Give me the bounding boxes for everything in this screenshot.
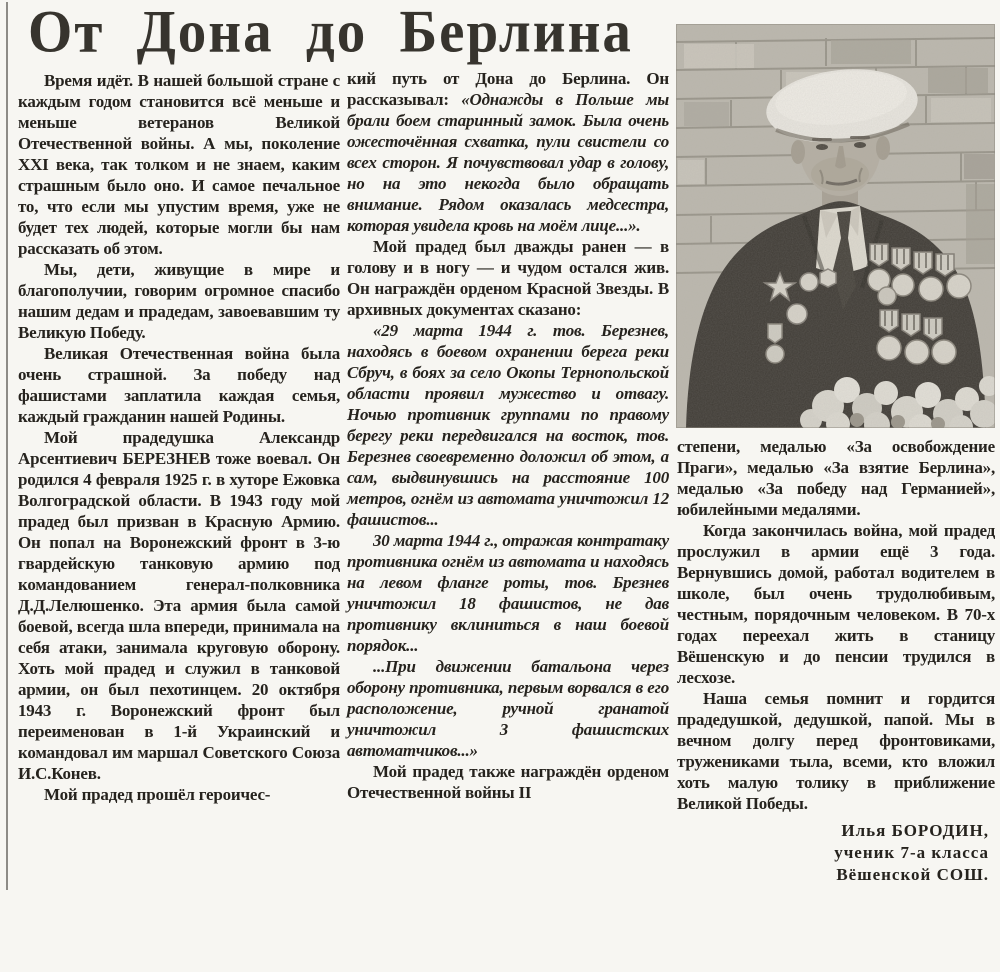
paragraph: Когда закончилась война, мой прадед прослужил в армии ещё 3 года. Вернувшись домой, работал водителем в школе, был очень трудолюбивым, честным, порядочным человеком. В 70-х годах переехал жить в станицу Вёшенскую и до пенсии трудился в лесхозе. [677,521,995,687]
text-column-2 [347,68,669,803]
archive-quote: ...При движении батальона через оборону противника, первым ворвался в его расположение, ручной гранатой уничтожил 3 фашистских автоматчиков...» [347,657,669,760]
signature-block [677,820,995,886]
paragraph: Мой прадед прошёл героичес- [44,785,271,804]
paragraph: степени, медалью «За освобождение Праги», медалью «За взятие Берлина», медалью «За победу над Германией», юбилейными медалями. [677,437,995,519]
paragraph: Наша семья помнит и гордится прадедушкой, дедушкой, папой. Мы в вечном долгу перед фронтовиками, тружениками тыла, всеми, кто вложил хоть малую толику в приближение Великой Победы. [677,689,995,813]
paragraph: Мой прадед был дважды ранен — в голову и в ногу — и чудом остался жив. Он награждён орденом Красной Звезды. В архивных документах сказано: [347,237,669,319]
left-column-rule [6,2,8,890]
signature-school: Вёшенской СОШ. [836,865,989,884]
paragraph: Мой прадед также награждён орденом Отечественной войны II [347,762,669,802]
veteran-photo-image [676,24,995,428]
paragraph: Мой прадедушка Александр Арсентиевич БЕРЕЗНЕВ тоже воевал. Он родился 4 февраля 1925 г. в хуторе Ежовка Волгоградской области. В 1943 году мой прадед был призван в Красную Армию. Он попал на Воронежский фронт в 3-ю гвардейскую танковую армию под командованием генерал-полковника Д.Д.Лелюшенко. Эта армия была самой боевой, всегда шла впереди, принимала на себя атаки, занимала круговую оборону. Хоть мой прадед и служил в танковой армии, он был пехотинцем. 20 октября 1943 г. Воронежский фронт был переименован в 1-й Украинский и командовал им маршал Советского Союза И.С.Конев. [18,428,340,783]
article-headline: От Дона до Берлина [28,0,633,66]
veteran-photo [676,24,995,428]
text-column-3 [677,436,995,886]
archive-quote: «29 марта 1944 г. тов. Березнев, находясь в боевом охранении берега реки Сбруч, в боях за село Окопы Тернопольской области проявил мужество и отвагу. Ночью противник группами по правому берегу реки передвигался на восток, тов. Березнев своевременно доложил об этом, а сам, выдвинувшись на расстояние 100 метров, огнём из автомата уничтожил 12 фашистов... [347,321,669,529]
paragraph: Великая Отечественная война была очень страшной. За победу над фашистами заплатила каждая семья, каждый гражданин нашей Родины. [18,344,340,426]
paragraph: Время идёт. В нашей большой стране с каждым годом становится всё меньше и меньше ветеранов Великой Отечественной войны. А мы, поколение XXI века, так толком и не знаем, каким страшным было оно. И самое печальное то, что если мы упустим время, уже не будет тех людей, которые могли бы нам рассказать об этом. [18,71,340,258]
paragraph [347,68,669,236]
signature-author: Илья БОРОДИН, [841,821,989,840]
quote-text: «Однажды в Польше мы брали боем старинный замок. Была очень ожесточённая схватка, пули свистели со всех сторон. Я почувствовал удар в голову, но на это некогда было обращать внимание. Рядом оказалась медсестра, которая увидела кровь на моём лице...». [347,90,669,235]
archive-quote: 30 марта 1944 г., отражая контратаку противника огнём из автомата и находясь на левом фланге роты, тов. Брезнев уничтожил 18 фашистов, не дав противнику вклиниться в наш боевой порядок... [347,531,669,655]
paragraph: Мы, дети, живущие в мире и благополучии, говорим огромное спасибо нашим дедам и прадедам, завоевавшим ту Великую Победу. [18,260,340,342]
paragraph-lead: кий путь от Дона до Берлина. Он рассказывал: [347,69,669,109]
signature-class: ученик 7-а класса [834,843,989,862]
text-column-1 [18,70,340,805]
